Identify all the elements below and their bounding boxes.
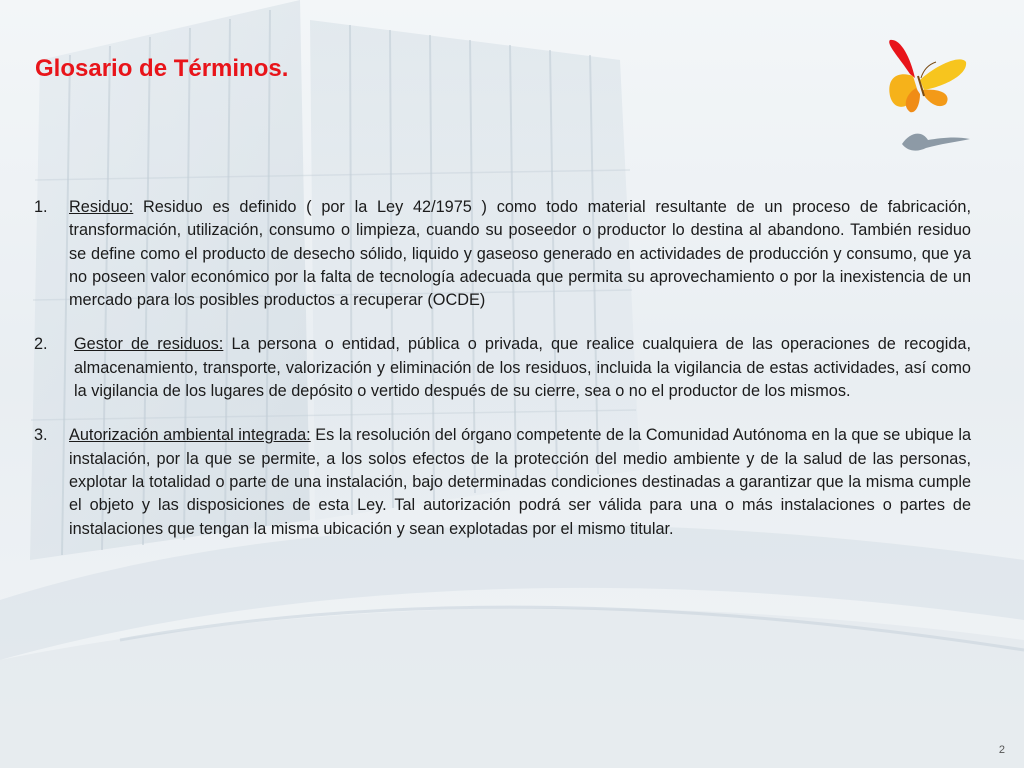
glossary-item-autorizacion-ambiental: [34, 424, 971, 540]
definition-autorizacion-ambiental: Es la resolución del órgano competente de la Comunidad Autónoma en la que se ubique la instalación, por la que se permite, a los solos efectos de la protección del medio ambiente y de la salud de las personas, explotar la totalidad o parte de una instalación, bajo determinadas condiciones destinadas a garantizar que la misma cumple el objeto y las disposiciones de esta Ley. Tal autorización podrá ser válida para una o más instalaciones o partes de instalaciones que tengan la misma ubicación y sean explotadas por el mismo titular.: [69, 426, 971, 538]
item-number: 1.: [34, 198, 48, 216]
definition-residuo: Residuo es definido ( por la Ley 42/1975 ) como todo material resultante de un proceso de fabricación, transformación, utilización, consumo o limpieza, cuando su poseedor o productor lo destina al abandono. También residuo se define como el producto de desecho sólido, liquido y gaseoso generado en actividades de producción y consumo, que ya no poseen valor económico por la falta de tecnología adecuada que permita su aprovechamiento o por la inexistencia de un mercado para los posibles productos a recuperar (OCDE): [69, 198, 971, 310]
page-title: Glosario de Términos.: [35, 55, 289, 82]
term-residuo: Residuo:: [69, 198, 134, 216]
glossary-list: [34, 196, 971, 562]
item-number: 2.: [34, 335, 48, 354]
term-autorizacion-ambiental: Autorización ambiental integrada:: [69, 426, 311, 445]
term-gestor-de-residuos: Gestor de residuos:: [74, 335, 224, 354]
butterfly-logo-icon: [880, 36, 980, 161]
page-number: 2: [998, 744, 1005, 756]
item-number: 3.: [34, 426, 48, 445]
definition-gestor-de-residuos: La persona o entidad, pública o privada, que realice cualquiera de las operaciones de recogida, almacenamiento, transporte, valorización y eliminación de los residuos, incluida la vigilancia de estas actividades, así como la vigilancia de los lugares de depósito o vertido después de su cierre, sea o no el productor de los mismos.: [74, 335, 971, 401]
glossary-item-residuo: [34, 196, 971, 312]
glossary-item-gestor-de-residuos: [34, 333, 971, 403]
